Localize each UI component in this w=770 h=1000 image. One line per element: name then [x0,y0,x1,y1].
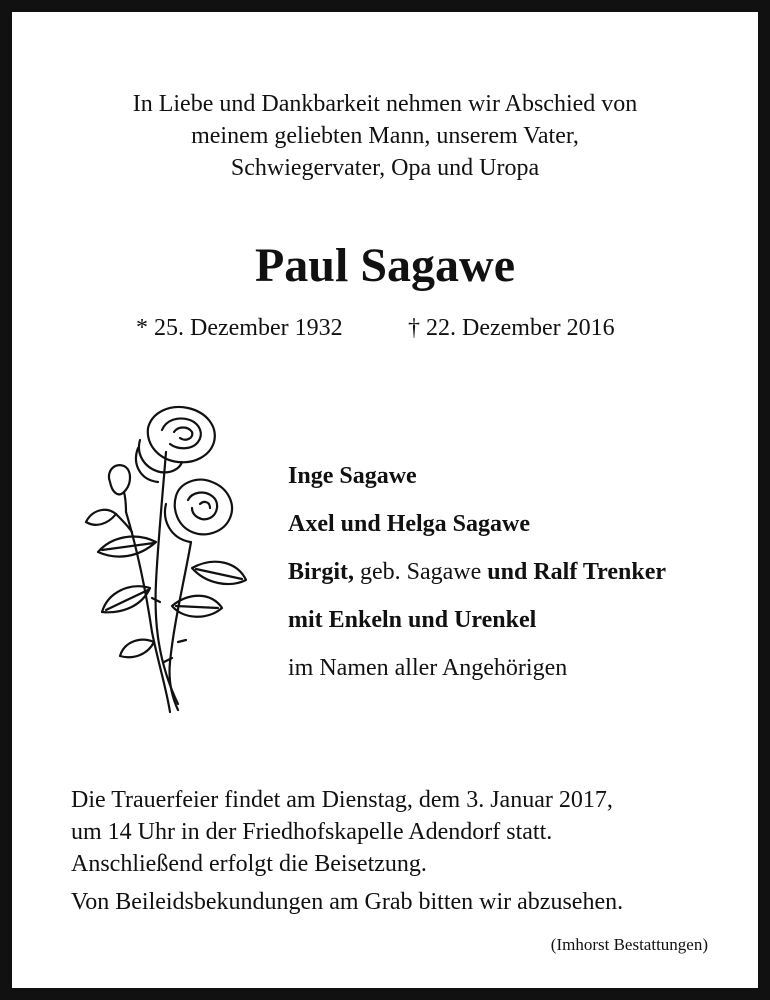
family-member-maiden: geb. Sagawe [354,559,488,585]
family-member-partner: und Ralf Trenker [487,559,666,585]
family-member: mit Enkeln und Urenkel [288,607,537,633]
family-member-first: Birgit, [288,559,354,585]
life-dates [136,312,615,344]
condolence-note: Von Beileidsbekundungen am Grab bitten wir abzusehen. [71,889,624,915]
death-date: † 22. Dezember 2016 [408,315,615,341]
intro-line: In Liebe und Dankbarkeit nehmen wir Abschied von [132,91,638,117]
service-info [71,784,623,918]
family-member: Inge Sagawe [288,463,417,489]
undertaker-credit: (Imhorst Bestattungen) [550,935,708,954]
family-member [288,548,666,596]
family-list [288,452,666,692]
family-note: im Namen aller Angehörigen [288,655,568,681]
intro-text [12,88,758,184]
deceased-name: Paul Sagawe [254,239,515,292]
intro-line: Schwiegervater, Opa und Uropa [230,155,540,181]
service-line: Anschließend erfolgt die Beisetzung. [71,851,427,877]
intro-line: meinem geliebten Mann, unserem Vater, [191,123,579,149]
birth-date: * 25. Dezember 1932 [136,315,343,341]
family-member: Axel und Helga Sagawe [288,511,531,537]
service-line: Die Trauerfeier findet am Dienstag, dem 3. Januar 2017, [71,787,613,813]
rose-bouquet-icon [66,392,256,722]
service-line: um 14 Uhr in der Friedhofskapelle Adendorf statt. [71,819,553,845]
